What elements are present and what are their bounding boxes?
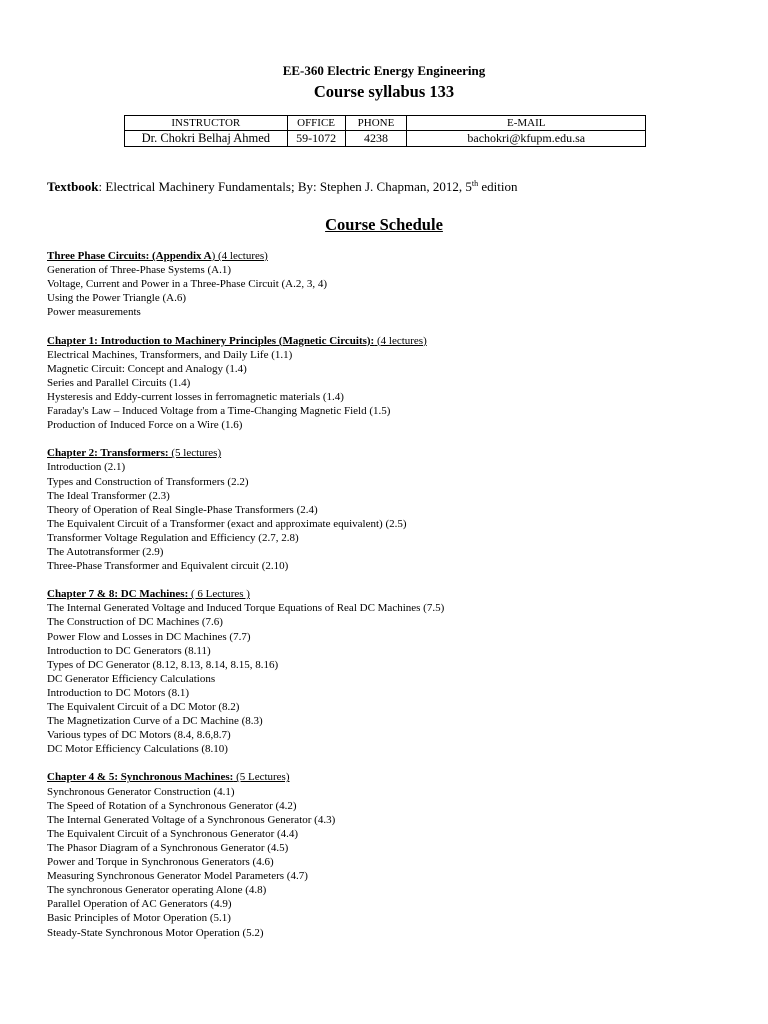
header-office: OFFICE bbox=[287, 116, 345, 131]
topic-item: The Ideal Transformer (2.3) bbox=[47, 489, 170, 502]
section-lectures: (5 Lectures) bbox=[233, 771, 290, 784]
topic-item: Steady-State Synchronous Motor Operation (5.2) bbox=[47, 926, 264, 939]
topic-item: Measuring Synchronous Generator Model Parameters (4.7) bbox=[47, 870, 308, 883]
topic-item: Generation of Three-Phase Systems (A.1) bbox=[47, 264, 231, 277]
topic-item: Parallel Operation of AC Generators (4.9) bbox=[47, 898, 232, 911]
topic-item: The Speed of Rotation of a Synchronous Generator (4.2) bbox=[47, 799, 297, 812]
instructor-name: Dr. Chokri Belhaj Ahmed bbox=[125, 131, 288, 147]
topic-item: Types and Construction of Transformers (2.2) bbox=[47, 475, 249, 488]
topic-item: Types of DC Generator (8.12, 8.13, 8.14, 8.15, 8.16) bbox=[47, 658, 279, 671]
info-table-header-row bbox=[125, 116, 646, 131]
email-address: bachokri@kfupm.edu.sa bbox=[407, 131, 646, 147]
course-title: Course syllabus 133 bbox=[313, 82, 455, 101]
section-title: Chapter 2: Transformers: bbox=[47, 447, 169, 460]
topic-item: The Equivalent Circuit of a DC Motor (8.2) bbox=[47, 701, 240, 713]
office-number: 59-1072 bbox=[287, 131, 345, 147]
topic-item: Using the Power Triangle (A.6) bbox=[47, 292, 187, 305]
section-title: Chapter 1: Introduction to Machinery Principles (Magnetic Circuits): bbox=[47, 334, 375, 347]
topic-item: Voltage, Current and Power in a Three-Phase Circuit (A.2, 3, 4) bbox=[47, 278, 328, 291]
section-lectures: ( 6 Lectures ) bbox=[188, 588, 250, 601]
schedule-sections bbox=[47, 249, 727, 954]
schedule-section bbox=[47, 249, 727, 319]
topic-item: Hysteresis and Eddy-current losses in ferromagnetic materials (1.4) bbox=[47, 390, 344, 403]
section-title: Chapter 7 & 8: DC Machines: bbox=[47, 588, 189, 601]
topic-item: The Equivalent Circuit of a Synchronous Generator (4.4) bbox=[47, 827, 299, 840]
topic-item: DC Motor Efficiency Calculations (8.10) bbox=[47, 743, 228, 756]
info-table-value-row bbox=[125, 131, 646, 147]
topic-item: Introduction to DC Generators (8.11) bbox=[47, 644, 211, 657]
topic-item: Power Flow and Losses in DC Machines (7.7) bbox=[47, 630, 251, 643]
topic-item: Transformer Voltage Regulation and Efficiency (2.7, 2.8) bbox=[47, 531, 299, 544]
header-phone: PHONE bbox=[345, 116, 407, 131]
textbook-suffix: edition bbox=[478, 179, 518, 194]
topic-item: The Magnetization Curve of a DC Machine (8.3) bbox=[47, 715, 263, 728]
textbook-text: : Electrical Machinery Fundamentals; By: Stephen J. Chapman, 2012, 5 bbox=[98, 179, 472, 194]
topic-item: Faraday's Law – Induced Voltage from a Time-Changing Magnetic Field (1.5) bbox=[47, 405, 391, 418]
section-lectures: (5 lectures) bbox=[168, 447, 222, 460]
topic-item: The Autotransformer (2.9) bbox=[47, 545, 164, 558]
section-lectures: (4 lectures) bbox=[374, 334, 427, 347]
topic-item: Series and Parallel Circuits (1.4) bbox=[47, 376, 191, 389]
section-lectures: ) (4 lectures) bbox=[211, 250, 268, 262]
topic-item: Electrical Machines, Transformers, and Daily Life (1.1) bbox=[47, 348, 293, 361]
section-heading bbox=[47, 334, 727, 348]
topic-item: The Internal Generated Voltage and Induced Torque Equations of Real DC Machines (7.5) bbox=[47, 602, 445, 615]
schedule-section bbox=[47, 587, 727, 756]
topic-item: Magnetic Circuit: Concept and Analogy (1.4) bbox=[47, 362, 247, 375]
course-code: EE-360 Electric Energy Engineering bbox=[282, 63, 486, 78]
topic-item: Introduction (2.1) bbox=[47, 461, 126, 474]
section-title: Three Phase Circuits: (Appendix A bbox=[47, 250, 212, 262]
section-heading bbox=[47, 770, 727, 784]
topic-item: The Internal Generated Voltage of a Synchronous Generator (4.3) bbox=[47, 813, 336, 826]
topic-item: Introduction to DC Motors (8.1) bbox=[47, 686, 190, 699]
topic-item: Basic Principles of Motor Operation (5.1) bbox=[47, 912, 231, 925]
topic-item: Various types of DC Motors (8.4, 8.6,8.7) bbox=[47, 729, 231, 742]
header-instructor: INSTRUCTOR bbox=[125, 116, 288, 131]
section-heading bbox=[47, 249, 727, 263]
instructor-info-table bbox=[124, 115, 646, 147]
topic-item: DC Generator Efficiency Calculations bbox=[47, 672, 216, 685]
topic-item: Theory of Operation of Real Single-Phase Transformers (2.4) bbox=[47, 503, 318, 516]
topic-item: Power and Torque in Synchronous Generators (4.6) bbox=[47, 856, 274, 869]
topic-item: Synchronous Generator Construction (4.1) bbox=[47, 785, 235, 798]
topic-item: The Equivalent Circuit of a Transformer (exact and approximate equivalent) (2.5) bbox=[47, 517, 407, 530]
schedule-section bbox=[47, 770, 727, 939]
section-heading bbox=[47, 446, 727, 460]
textbook-line bbox=[47, 179, 517, 195]
topic-item: Power measurements bbox=[47, 306, 141, 319]
topic-item: The synchronous Generator operating Alone (4.8) bbox=[47, 884, 267, 897]
schedule-section bbox=[47, 334, 727, 433]
header-email: E-MAIL bbox=[407, 116, 646, 131]
phone-number: 4238 bbox=[345, 131, 407, 147]
topic-item: The Phasor Diagram of a Synchronous Generator (4.5) bbox=[47, 841, 289, 854]
topic-item: The Construction of DC Machines (7.6) bbox=[47, 616, 223, 629]
schedule-section bbox=[47, 446, 727, 573]
schedule-title: Course Schedule bbox=[325, 215, 443, 234]
topic-item: Production of Induced Force on a Wire (1.6) bbox=[47, 419, 243, 432]
section-heading bbox=[47, 587, 727, 601]
textbook-label: Textbook bbox=[47, 179, 99, 194]
section-title: Chapter 4 & 5: Synchronous Machines: bbox=[47, 771, 234, 784]
edition-superscript: th bbox=[471, 179, 479, 188]
topic-item: Three-Phase Transformer and Equivalent circuit (2.10) bbox=[47, 560, 289, 573]
